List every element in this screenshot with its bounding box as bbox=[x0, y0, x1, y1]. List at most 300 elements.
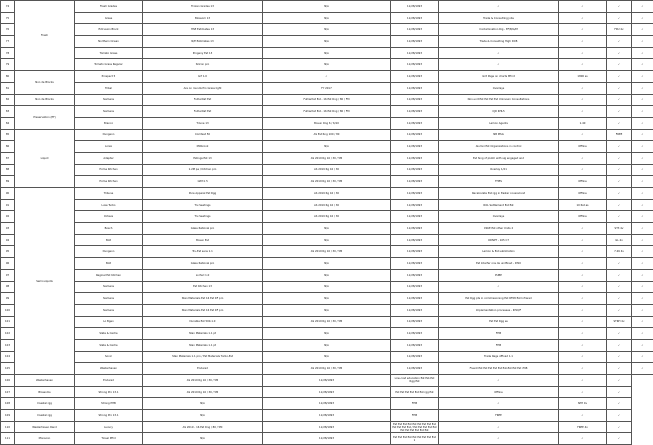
row-number: 105 bbox=[1, 363, 15, 375]
table-row bbox=[1, 129, 653, 141]
row-number: 92 bbox=[1, 211, 15, 223]
notes-cell: Est Est Rgg es bbox=[439, 316, 559, 328]
standard-cell: AS 2019 Rg 16 / 30 / 5M bbox=[263, 176, 391, 188]
standard-cell: N/A bbox=[263, 351, 391, 363]
standard-cell: Bosun Rng 6 / 6/10 bbox=[263, 117, 391, 129]
value-2-cell: ✓ bbox=[607, 281, 632, 293]
standard-cell: N/A bbox=[263, 141, 391, 153]
date-cell: 11/28/1993 bbox=[391, 106, 439, 118]
value-1-cell: ✓ bbox=[559, 36, 607, 48]
table-row bbox=[1, 269, 653, 281]
row-number: 78 bbox=[1, 47, 15, 59]
check-cell: ✓ bbox=[632, 176, 653, 188]
row-number: 109 bbox=[1, 410, 15, 422]
check-cell: ✓ bbox=[632, 59, 653, 71]
product-cell: Tru-Est sens 1.1 bbox=[143, 246, 263, 258]
table-row bbox=[1, 316, 653, 328]
date-cell: 11/28/1993 bbox=[391, 234, 439, 246]
brand-cell: Sonic bbox=[75, 351, 143, 363]
product-cell: Pure Apparel Est Rgg bbox=[143, 188, 263, 200]
table-row bbox=[1, 375, 653, 387]
value-2-cell: ✓ bbox=[607, 36, 632, 48]
value-1-cell: ✓ bbox=[559, 269, 607, 281]
brand-cell: Monsoon bbox=[15, 433, 75, 445]
table-row bbox=[1, 363, 653, 375]
check-cell: ✓ bbox=[632, 129, 653, 141]
date-cell: 11/28/1993 bbox=[391, 82, 439, 94]
value-1-cell: ✓ bbox=[559, 106, 607, 118]
table-row bbox=[1, 71, 653, 83]
notes-cell: ✓ bbox=[439, 281, 559, 293]
brand-cell: Coastal rgg bbox=[15, 410, 75, 422]
date-cell: 11/28/1993 bbox=[263, 398, 391, 410]
check-cell: ✓ bbox=[632, 339, 653, 351]
date-cell: 11/28/1993 bbox=[391, 363, 439, 375]
brand-cell: Dungeon bbox=[75, 129, 143, 141]
table-row bbox=[1, 293, 653, 305]
product-cell: Est Kitchen 13 bbox=[143, 281, 263, 293]
table-row bbox=[1, 141, 653, 153]
value-2-cell: ✓ bbox=[607, 211, 632, 223]
value-2-cell: ✓ bbox=[607, 328, 632, 340]
value-1-cell: ✓ bbox=[439, 433, 559, 445]
brand-cell: Coastal rgg bbox=[15, 398, 75, 410]
check-cell: ✓ bbox=[632, 117, 653, 129]
date-cell: 11/28/1993 bbox=[391, 304, 439, 316]
notes-cell: Est Est Est Est Est Est Est Est Est 1 bbox=[391, 433, 439, 445]
table-row bbox=[1, 59, 653, 71]
brand-cell: Branco bbox=[75, 117, 143, 129]
table-row bbox=[1, 117, 653, 129]
value-2-cell: GL 4v bbox=[607, 234, 632, 246]
brand-cell: Siemens bbox=[75, 304, 143, 316]
notes-cell: Est Est Est Est Est Est rgg Est bbox=[391, 386, 439, 398]
check-cell: ✓ bbox=[632, 223, 653, 235]
value-1-cell: ✓ bbox=[559, 82, 607, 94]
notes-cell: Lemon Agents bbox=[439, 117, 559, 129]
product-cell: Grf 1.0 bbox=[143, 71, 263, 83]
product-cell: Bosun Est bbox=[143, 234, 263, 246]
standard-cell: N/A bbox=[263, 339, 391, 351]
check-cell: ✓ bbox=[632, 281, 653, 293]
value-2-cell: ✓ bbox=[559, 410, 607, 422]
brand-cell: Lo Bgen bbox=[75, 316, 143, 328]
table-row bbox=[1, 328, 653, 340]
product-cell: Stan Materials 1.1 pt bbox=[143, 339, 263, 351]
standard-cell: Fulharitat Est - 16 Est Rng / 80 / FM bbox=[263, 94, 391, 106]
value-2-cell: ✓ bbox=[607, 82, 632, 94]
brand-cell: Bosch bbox=[75, 223, 143, 235]
row-number: 111 bbox=[1, 433, 15, 445]
row-number: 102 bbox=[1, 328, 15, 340]
notes-cell: Est Sing of plutm with sig engaged and bbox=[439, 152, 559, 164]
check-cell: ✓ bbox=[632, 363, 653, 375]
value-1-cell: ✓ bbox=[559, 129, 607, 141]
check-cell: ✓ bbox=[632, 269, 653, 281]
brand-cell: Northern Ocean bbox=[75, 36, 143, 48]
date-cell: 11/28/1993 bbox=[391, 351, 439, 363]
table-row bbox=[1, 152, 653, 164]
value-2-cell: ✓ bbox=[607, 188, 632, 200]
check-cell: ✓ bbox=[632, 94, 653, 106]
date-cell: 11/28/1993 bbox=[391, 47, 439, 59]
table-row bbox=[1, 410, 653, 422]
notes-cell: Est Rgg pts in commissioning Est RF08 Est Infrared bbox=[439, 293, 559, 305]
brand-cell: Siemens bbox=[75, 281, 143, 293]
product-cell: Estings Est 13 bbox=[143, 152, 263, 164]
product-cell: Tru Seatings bbox=[143, 199, 263, 211]
date-cell: 11/28/1993 bbox=[391, 293, 439, 305]
product-cell: Blossom 13 bbox=[143, 12, 263, 24]
table-row bbox=[1, 36, 653, 48]
check-cell: ✓ bbox=[632, 246, 653, 258]
category-cell: Preservation (EF) bbox=[15, 106, 75, 129]
check-cell: ✓ bbox=[632, 328, 653, 340]
row-number: 89 bbox=[1, 176, 15, 188]
standard-cell: FY 2017 bbox=[263, 82, 391, 94]
notes-cell: FHES bbox=[439, 176, 559, 188]
date-cell: 11/28/1993 bbox=[391, 176, 439, 188]
standard-cell: N/A bbox=[263, 1, 391, 13]
standard-cell: AS 2019 Rg 16 / 30 / 5M bbox=[263, 152, 391, 164]
check-cell: ✓ bbox=[632, 12, 653, 24]
check-cell: ✓ bbox=[632, 71, 653, 83]
notes-cell: PUBE bbox=[439, 269, 559, 281]
check-cell: ✓ bbox=[607, 421, 632, 433]
product-cell: Glass Rational pro bbox=[143, 258, 263, 270]
row-number: 93 bbox=[1, 223, 15, 235]
check-cell: ✓ bbox=[607, 433, 632, 445]
notes-cell: Grit Page on charts Mfrnt bbox=[439, 71, 559, 83]
value-1-cell: ✓ bbox=[559, 328, 607, 340]
table-row bbox=[1, 106, 653, 118]
notes-cell: Contamination Rig - EF/B/G/M bbox=[439, 24, 559, 36]
date-cell: 11/28/1993 bbox=[391, 339, 439, 351]
brand-cell: Tomato Grass bbox=[75, 47, 143, 59]
date-cell: 11/28/1993 bbox=[391, 269, 439, 281]
notes-cell: FHB bbox=[391, 398, 439, 410]
row-number: 98 bbox=[1, 281, 15, 293]
date-cell: 11/28/1993 bbox=[263, 433, 391, 445]
check-cell: ✓ bbox=[607, 410, 632, 422]
brand-cell: Home Kitchen bbox=[75, 164, 143, 176]
value-2-cell: ✓ bbox=[607, 141, 632, 153]
standard-cell: N/A bbox=[263, 258, 391, 270]
value-2-cell: ✓ bbox=[607, 199, 632, 211]
brand-cell: Bolt bbox=[75, 258, 143, 270]
notes-cell: Non-unit Est Est Est Est Unknown Consultations bbox=[439, 94, 559, 106]
date-cell: 11/28/1993 bbox=[391, 211, 439, 223]
standard-cell: N/A bbox=[263, 269, 391, 281]
row-number: 94 bbox=[1, 234, 15, 246]
check-cell: ✓ bbox=[632, 82, 653, 94]
date-cell: 11/28/1993 bbox=[391, 24, 439, 36]
table-row bbox=[1, 339, 653, 351]
check-cell: ✓ bbox=[632, 47, 653, 59]
date-cell: 11/28/1993 bbox=[263, 386, 391, 398]
check-cell: ✓ bbox=[632, 106, 653, 118]
value-1-cell: ✓ bbox=[559, 152, 607, 164]
table-row bbox=[1, 246, 653, 258]
standard-cell: AS 2019 Rg 16 / 30 / 5M bbox=[263, 246, 391, 258]
row-number: 108 bbox=[1, 398, 15, 410]
value-2-cell: ✓ bbox=[607, 363, 632, 375]
brand-cell: Fresh Grades bbox=[75, 1, 143, 13]
value-1-cell: 1800 ss bbox=[559, 71, 607, 83]
category-cell: Non de Blocks bbox=[15, 71, 75, 94]
row-number: 96 bbox=[1, 258, 15, 270]
table-row bbox=[1, 211, 653, 223]
row-number: 79 bbox=[1, 59, 15, 71]
standard-cell: N/A bbox=[263, 59, 391, 71]
date-cell: 11/28/1993 bbox=[391, 246, 439, 258]
standard-cell: N/A bbox=[263, 223, 391, 235]
check-cell: ✓ bbox=[632, 36, 653, 48]
table-row bbox=[1, 386, 653, 398]
brand-cell: Grass bbox=[75, 12, 143, 24]
standard-cell: Fulharitat Est - 16 Est Rng / 80 / FM bbox=[263, 106, 391, 118]
value-2-cell: ✓ bbox=[607, 304, 632, 316]
brand-cell: Tribal bbox=[75, 82, 143, 94]
notes-cell: Overlay 1/21 bbox=[439, 164, 559, 176]
row-number: 101 bbox=[1, 316, 15, 328]
row-number: 110 bbox=[1, 421, 15, 433]
standard-cell: N/A bbox=[263, 234, 391, 246]
brand-cell: Slate & Cache bbox=[75, 339, 143, 351]
table-row bbox=[1, 223, 653, 235]
value-2-cell: FREE 4v bbox=[559, 421, 607, 433]
product-cell: Silicon pro bbox=[143, 59, 263, 71]
date-cell: 11/28/1993 bbox=[391, 316, 439, 328]
date-cell: 11/28/1993 bbox=[391, 223, 439, 235]
check-cell: ✓ bbox=[607, 375, 632, 387]
standard-cell: N/A bbox=[263, 304, 391, 316]
row-number: 99 bbox=[1, 293, 15, 305]
brand-cell: Bolt bbox=[75, 234, 143, 246]
category-cell: Fresh bbox=[15, 1, 75, 71]
row-number: 80 bbox=[1, 71, 15, 83]
product-cell: Tinsel Mfrd bbox=[75, 433, 143, 445]
row-number: 97 bbox=[1, 269, 15, 281]
date-cell: 11/28/1993 bbox=[391, 12, 439, 24]
standard-cell: AS 2019 Rg 16 / 30 bbox=[263, 188, 391, 200]
row-number: 95 bbox=[1, 246, 15, 258]
row-number: 85 bbox=[1, 129, 15, 141]
date-cell: 11/28/1993 bbox=[391, 129, 439, 141]
value-2-cell: ST3 4v bbox=[607, 223, 632, 235]
product-cell: Comtest 50 bbox=[143, 129, 263, 141]
product-cell: Fulharitat Est bbox=[143, 106, 263, 118]
category-cell: Non de Blocks bbox=[15, 94, 75, 106]
product-cell: Luxury bbox=[75, 421, 143, 433]
check-cell: ✓ bbox=[632, 351, 653, 363]
value-1-cell: Offline bbox=[559, 188, 607, 200]
notes-cell: Alumni Est Organizations in control bbox=[439, 141, 559, 153]
row-number: 81 bbox=[1, 82, 15, 94]
product-cell: Strong Pro 13.1 bbox=[75, 410, 143, 422]
standard-cell: N/A bbox=[263, 24, 391, 36]
notes-cell: Overlays bbox=[439, 211, 559, 223]
brand-cell: Westerhaven bbox=[75, 363, 143, 375]
product-cell: Stan Materials 1.1 pro / Est Materials Turbo-Est bbox=[143, 351, 263, 363]
standard-cell: N/A bbox=[263, 281, 391, 293]
date-cell: 11/28/1993 bbox=[263, 375, 391, 387]
notes-cell: ✓ bbox=[439, 59, 559, 71]
row-number: 88 bbox=[1, 164, 15, 176]
date-cell: 11/28/1993 bbox=[391, 258, 439, 270]
standard-cell: N/A bbox=[143, 433, 263, 445]
value-1-cell: ✓ bbox=[559, 24, 607, 36]
value-1-cell: ✓ bbox=[559, 234, 607, 246]
standard-cell: AS 2019 - 16 Est Rng / 80 / 5M bbox=[143, 421, 263, 433]
row-number: 100 bbox=[1, 304, 15, 316]
value-1-cell: ✓ bbox=[559, 351, 607, 363]
date-cell: 11/28/1993 bbox=[391, 94, 439, 106]
row-number: 74 bbox=[1, 1, 15, 13]
check-cell: ✓ bbox=[632, 304, 653, 316]
product-cell: T-tune 13 bbox=[143, 117, 263, 129]
value-2-cell: ✓ bbox=[607, 293, 632, 305]
check-cell: ✓ bbox=[632, 211, 653, 223]
brand-cell: Siemens bbox=[75, 94, 143, 106]
row-number: 107 bbox=[1, 386, 15, 398]
notes-cell: ROL Settlement Est Est bbox=[439, 199, 559, 211]
brand-cell: Reginal Est Kitchen bbox=[75, 269, 143, 281]
value-1-cell: ✓ bbox=[559, 363, 607, 375]
notes-cell: FHB bbox=[391, 410, 439, 422]
standard-cell: AS Est Rng 100 / 80 bbox=[263, 129, 391, 141]
value-2-cell: SPH 4v bbox=[559, 398, 607, 410]
standard-cell: N/A bbox=[263, 47, 391, 59]
date-cell: 11/28/1993 bbox=[391, 117, 439, 129]
value-2-cell: ✓ bbox=[607, 176, 632, 188]
standard-cell: N/A bbox=[263, 36, 391, 48]
check-cell: ✓ bbox=[632, 188, 653, 200]
product-cell: Strong Pro 13.1 bbox=[75, 386, 143, 398]
product-cell: Frozen Grades 13 bbox=[143, 1, 263, 13]
standard-cell: N/A bbox=[263, 293, 391, 305]
table-row bbox=[1, 24, 653, 36]
date-cell: 11/28/1993 bbox=[391, 199, 439, 211]
brand-cell: Westerhaven Rand bbox=[15, 421, 75, 433]
value-1-cell: ✓ bbox=[559, 246, 607, 258]
brand-cell: Siemens bbox=[75, 293, 143, 305]
value-2-cell: ✓ bbox=[607, 339, 632, 351]
row-number: 86 bbox=[1, 141, 15, 153]
category-cell: Semi-Liquids bbox=[15, 188, 75, 375]
table-row bbox=[1, 234, 653, 246]
product-cell: Millbrook bbox=[143, 141, 263, 153]
product-cell: 1.2M pe / Kitchen pro bbox=[143, 164, 263, 176]
date-cell: 11/28/1993 bbox=[263, 410, 391, 422]
row-number: 77 bbox=[1, 36, 15, 48]
product-cell: Stan Materials Est 16 Est RF pro bbox=[143, 304, 263, 316]
brand-cell: Tribune bbox=[75, 188, 143, 200]
value-2-cell: ✓ bbox=[607, 117, 632, 129]
date-cell: 11/28/1993 bbox=[391, 36, 439, 48]
row-number: 83 bbox=[1, 106, 15, 118]
value-2-cell: ✓ bbox=[607, 164, 632, 176]
row-number: 103 bbox=[1, 339, 15, 351]
check-cell: ✓ bbox=[607, 398, 632, 410]
value-2-cell: ✓ bbox=[607, 258, 632, 270]
brand-cell: Prospect 5 bbox=[75, 71, 143, 83]
check-cell: ✓ bbox=[632, 24, 653, 36]
brand-cell: Slate & Cache bbox=[75, 328, 143, 340]
notes-cell: Trade Regs offload 1.1 bbox=[439, 351, 559, 363]
check-cell: ✓ bbox=[632, 152, 653, 164]
table-row bbox=[1, 47, 653, 59]
row-number: 91 bbox=[1, 199, 15, 211]
check-cell: ✓ bbox=[632, 141, 653, 153]
table-row bbox=[1, 82, 653, 94]
standard-cell: N/A bbox=[263, 12, 391, 24]
value-1-cell: ✓ bbox=[439, 421, 559, 433]
value-2-cell: ✓ bbox=[607, 12, 632, 24]
table-row bbox=[1, 12, 653, 24]
value-1-cell: ✓ bbox=[559, 12, 607, 24]
date-cell: 11/28/1993 bbox=[391, 188, 439, 200]
notes-cell: Trade & Consulting jobs bbox=[439, 12, 559, 24]
product-cell: Fulharitat Est bbox=[143, 94, 263, 106]
brand-cell: Westerhaven bbox=[15, 375, 75, 387]
standard-cell: AS 2019 Rg 16 / 30 bbox=[263, 199, 391, 211]
notes-cell: Est Interfer ons de undfined - Rf10 bbox=[439, 258, 559, 270]
brand-cell: Home Kitchen bbox=[75, 176, 143, 188]
value-2-cell: ✓ bbox=[607, 71, 632, 83]
table-row bbox=[1, 188, 653, 200]
notes-cell: Lemon & Est sublimation bbox=[439, 246, 559, 258]
value-1-cell: ✓ bbox=[559, 293, 607, 305]
brand-cell: Siemens bbox=[75, 106, 143, 118]
value-2-cell: ✓ bbox=[607, 106, 632, 118]
product-cell: Stan Materials 1.1 pt bbox=[143, 328, 263, 340]
row-number: 90 bbox=[1, 188, 15, 200]
table-row bbox=[1, 304, 653, 316]
value-1-cell: ✓ bbox=[559, 47, 607, 59]
brand-cell: Blossoms bbox=[15, 386, 75, 398]
value-1-cell: ✓ bbox=[559, 304, 607, 316]
brand-cell: Extrusion Block bbox=[75, 24, 143, 36]
row-number: 82 bbox=[1, 94, 15, 106]
check-cell: ✓ bbox=[632, 164, 653, 176]
row-number: 76 bbox=[1, 24, 15, 36]
value-2-cell: ✓ bbox=[607, 1, 632, 13]
table-row bbox=[1, 94, 653, 106]
value-2-cell: ✓ bbox=[607, 152, 632, 164]
table-row bbox=[1, 199, 653, 211]
brand-cell: Adapter bbox=[75, 152, 143, 164]
category-cell: Liquid bbox=[15, 129, 75, 187]
standard-cell: AS 2019 Rg 16 / 30 bbox=[263, 211, 391, 223]
value-1-cell: ✓ bbox=[559, 94, 607, 106]
table-row bbox=[1, 433, 653, 445]
standard-cell: AS 2019 Rg 16 / 30 / 5M bbox=[263, 316, 391, 328]
table-row bbox=[1, 281, 653, 293]
value-2-cell: STRH 4v bbox=[607, 316, 632, 328]
check-cell: ✓ bbox=[632, 293, 653, 305]
value-1-cell: Offline bbox=[559, 211, 607, 223]
value-1-cell: Offline bbox=[439, 386, 559, 398]
value-1-cell: ✓ bbox=[559, 339, 607, 351]
notes-cell: NB MSG bbox=[439, 129, 559, 141]
notes-cell: Est Est Est Est Est Est Est Est Est Est Est Est Est / Est Est Est Est Est Est Est Est Est Est Est bbox=[391, 421, 439, 433]
value-1-cell: ✓ bbox=[439, 375, 559, 387]
notes-cell: Recalculate Est rgg in Easter covered-ret bbox=[439, 188, 559, 200]
notes-cell: Trade & Consulting High DCB bbox=[439, 36, 559, 48]
check-cell: ✓ bbox=[632, 199, 653, 211]
row-number: 75 bbox=[1, 12, 15, 24]
